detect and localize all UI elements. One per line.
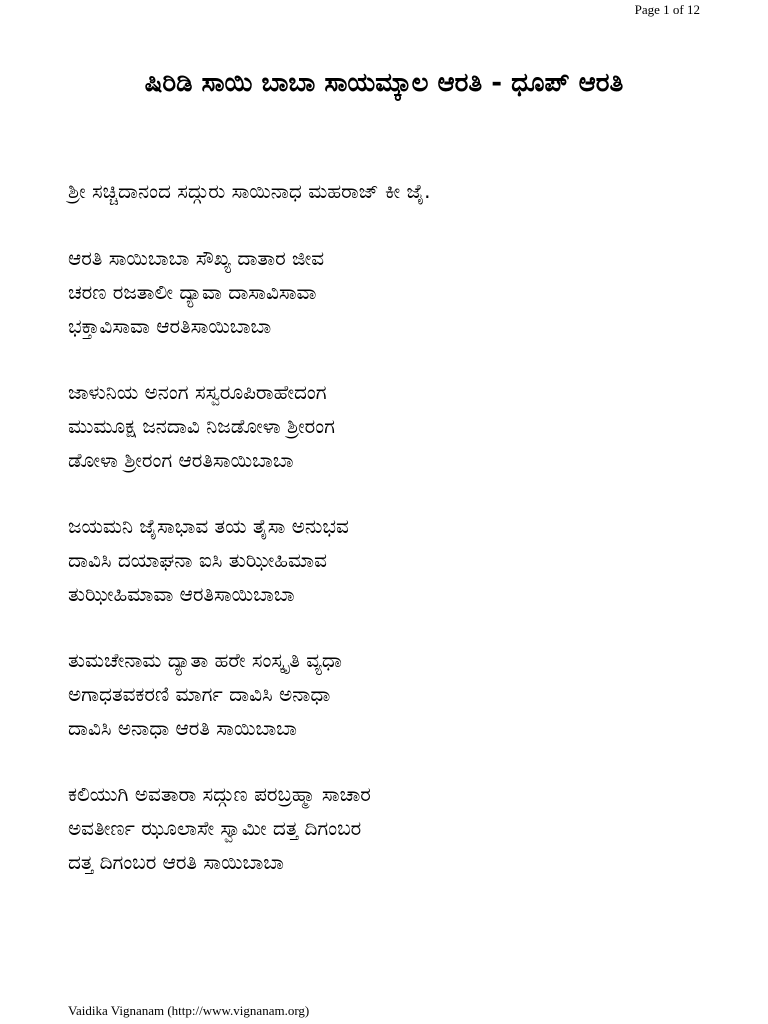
verse-line: ಜಯಮನಿ ಜೈಸಾಭಾವ ತಯ ತೈಸಾ ಅನುಭವ (68, 514, 349, 538)
page-title: ಷಿರಿಡಿ ಸಾಯಿ ಬಾಬಾ ಸಾಯಮ್ಕಾಲ ಆರತಿ - ಧೂಪ್ ಆರತಿ (144, 68, 624, 98)
stanza (68, 375, 728, 477)
stanza (68, 777, 728, 879)
intro-line: ಶ್ರೀ ಸಚ್ಚಿದಾನಂದ ಸದ್ಗುರು ಸಾಯಿನಾಧ ಮಹರಾಜ್ ಕೀ ಜೈ. (68, 179, 431, 203)
verse-line: ಕಲಿಯುಗಿ ಅವತಾರಾ ಸದ್ಗುಣ ಪರಬ್ರಹ್ಮಾ ಸಾಚಾರ (68, 782, 371, 806)
verse-line: ಅವತೀರ್ಣ ಝೂಲಾಸೇ ಸ್ವಾಮೀ ದತ್ತ ದಿಗಂಬರ (68, 816, 362, 840)
stanza (68, 643, 728, 745)
verse-line: ಚರಣ ರಜತಾಲೀ ದ್ಯಾವಾ ದಾಸಾವಿಸಾವಾ (68, 280, 317, 304)
stanza (68, 509, 728, 611)
verse-line: ತುಝೀಹಿಮಾವಾ ಆರತಿಸಾಯಿಬಾಬಾ (68, 582, 295, 606)
stanza (68, 241, 728, 343)
document-body (68, 174, 728, 911)
verse-line: ದಾವಿಸಿ ದಯಾಘನಾ ಐಸಿ ತುಝೀಹಿಮಾವ (68, 548, 327, 572)
verse-line: ತುಮಚೇನಾಮ ದ್ಯಾತಾ ಹರೇ ಸಂಸ್ಕೃತಿ ವ್ಯಧಾ (68, 648, 342, 672)
verse-line: ದಾವಿಸಿ ಅನಾಧಾ ಆರತಿ ಸಾಯಿಬಾಬಾ (68, 716, 297, 740)
footer-credit: Vaidika Vignanam (http://www.vignanam.org) (68, 1003, 310, 1018)
verse-line: ಜಾಳುನಿಯ ಅನಂಗ ಸಸ್ವರೂಪಿರಾಹೇದಂಗ (68, 380, 327, 404)
verse-line: ಡೋಳಾ ಶ್ರೀರಂಗ ಆರತಿಸಾಯಿಬಾಬಾ (68, 448, 294, 472)
verse-line: ಭಕ್ತಾವಿಸಾವಾ ಆರತಿಸಾಯಿಬಾಬಾ (68, 314, 272, 338)
verse-line: ಮುಮೂಕ್ಷ ಜನದಾವಿ ನಿಜಡೋಳಾ ಶ್ರೀರಂಗ (68, 414, 335, 438)
verse-line: ಅಗಾಧತವಕರಣಿ ಮಾರ್ಗ ದಾವಿಸಿ ಅನಾಧಾ (68, 682, 331, 706)
verse-line: ದತ್ತ ದಿಗಂಬರ ಆರತಿ ಸಾಯಿಬಾಬಾ (68, 850, 284, 874)
page-number: Page 1 of 12 (634, 2, 700, 17)
verse-line: ಆರತಿ ಸಾಯಿಬಾಬಾ ಸೌಖ್ಯ ದಾತಾರ ಜೀವ (68, 246, 325, 270)
